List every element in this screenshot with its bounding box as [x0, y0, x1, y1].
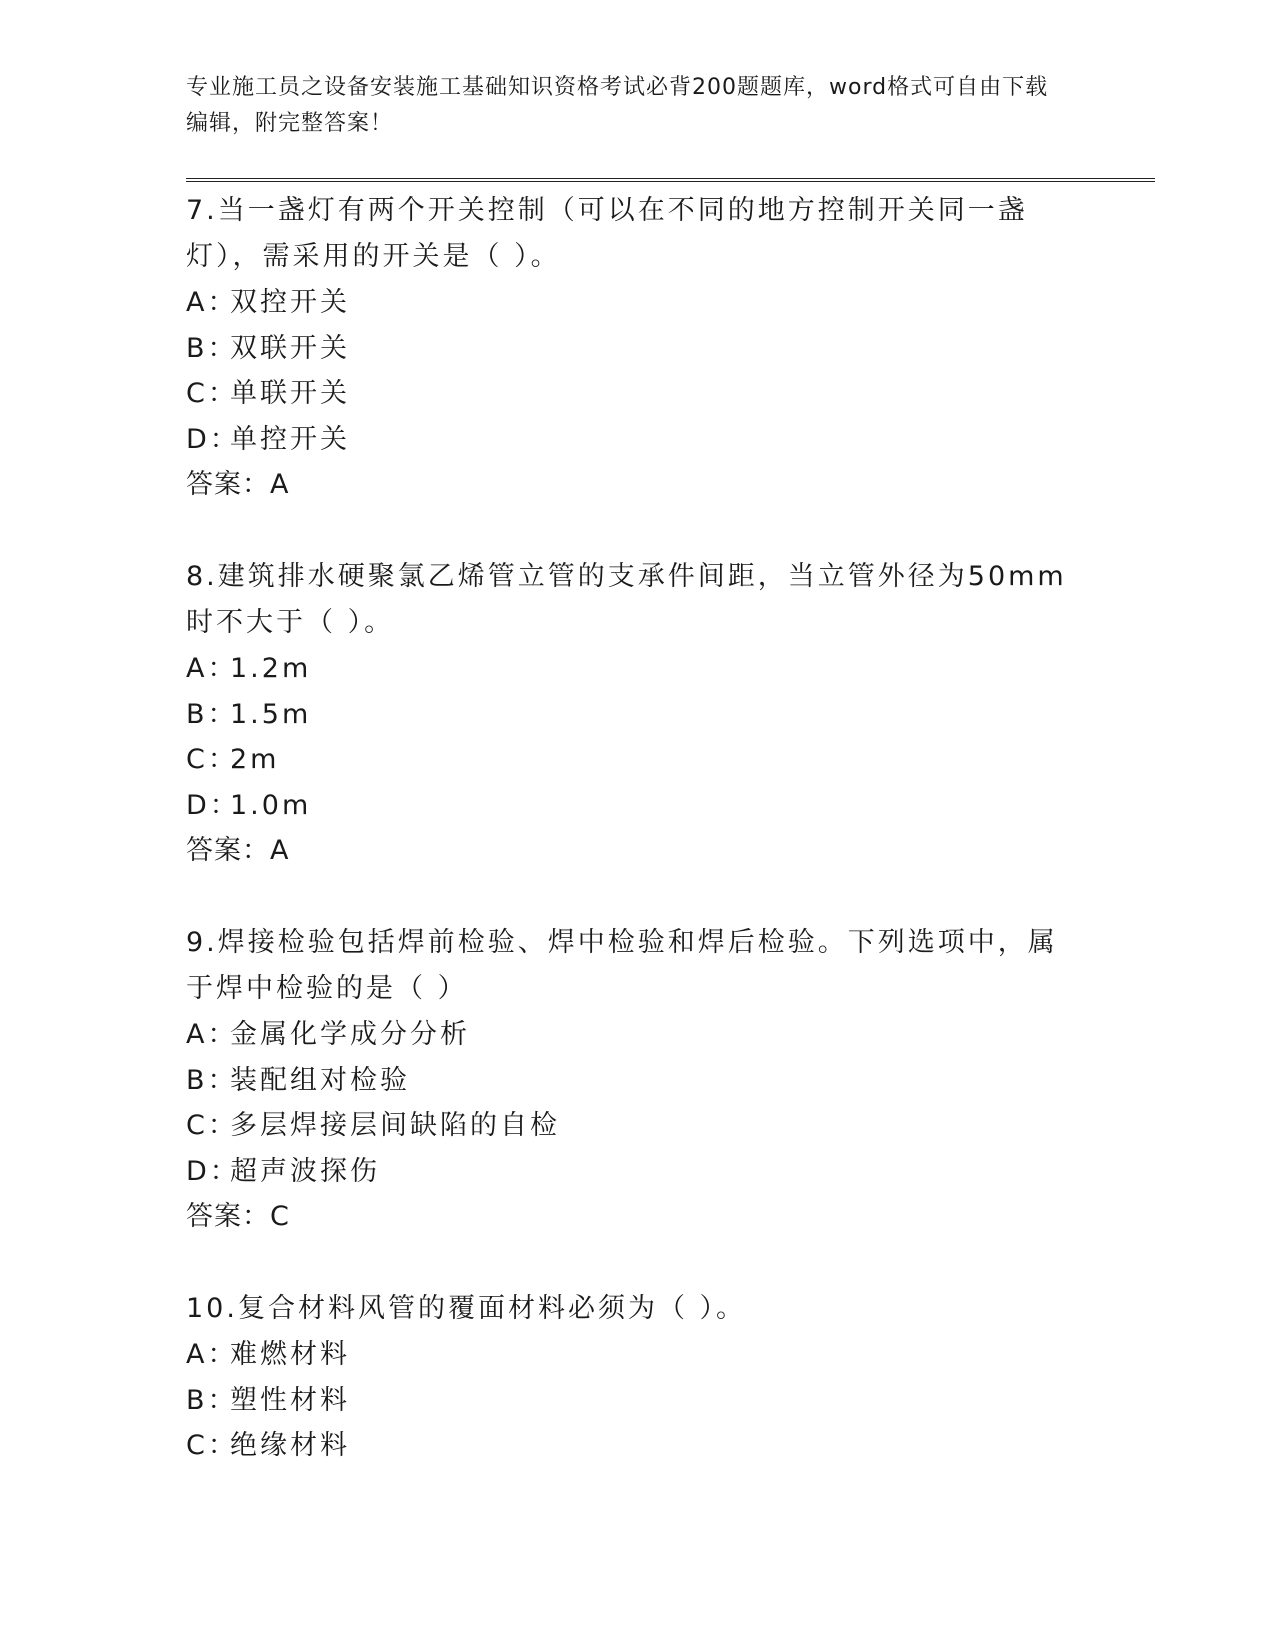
option-text: 1.2m: [230, 653, 312, 684]
option-text: 绝缘材料: [230, 1430, 350, 1461]
answer-line: 答案：A: [186, 835, 290, 866]
option-d: [186, 417, 1086, 463]
question-stem: 7.当一盏灯有两个开关控制（可以在不同的地方控制开关同一盏灯），需采用的开关是（ ）。: [186, 195, 1028, 272]
option-text: 单联开关: [230, 378, 350, 409]
option-list: [186, 1012, 1086, 1194]
question-list: [186, 188, 1086, 1515]
option-a: [186, 1012, 1086, 1058]
option-letter: D：: [186, 1155, 240, 1187]
option-b: [186, 1378, 1086, 1424]
option-b: [186, 692, 1086, 738]
answer-line: 答案：C: [186, 1201, 290, 1232]
option-c: [186, 371, 1086, 417]
option-text: 超声波探伤: [230, 1155, 380, 1187]
option-d: [186, 1149, 1086, 1195]
question-stem: 9.焊接检验包括焊前检验、焊中检验和焊后检验。下列选项中，属于焊中检验的是（ ）: [186, 927, 1058, 1004]
option-letter: B：: [186, 698, 238, 730]
option-letter: B：: [186, 1064, 238, 1096]
option-text: 难燃材料: [230, 1339, 350, 1370]
option-letter: C：: [186, 378, 238, 409]
option-a: [186, 1332, 1086, 1378]
question-stem: 8.建筑排水硬聚氯乙烯管立管的支承件间距，当立管外径为50mm时不大于（ ）。: [186, 561, 1067, 638]
option-list: [186, 646, 1086, 828]
document-header: 专业施工员之设备安装施工基础知识资格考试必背200题题库，word格式可自由下载编辑，附完整答案！: [186, 75, 1049, 136]
option-c: [186, 1423, 1086, 1469]
option-letter: A：: [186, 653, 238, 684]
option-text: 1.0m: [230, 789, 312, 821]
option-text: 装配组对检验: [230, 1064, 410, 1096]
option-text: 2m: [230, 744, 280, 775]
option-text: 金属化学成分分析: [230, 1019, 470, 1050]
question-8: [186, 554, 1086, 874]
option-letter: C：: [186, 1110, 238, 1141]
option-text: 单控开关: [230, 423, 350, 455]
question-9: [186, 920, 1086, 1240]
option-list: [186, 280, 1086, 462]
option-text: 双联开关: [230, 332, 350, 364]
option-letter: A：: [186, 1339, 238, 1370]
header-divider: [186, 178, 1155, 182]
answer-line: 答案：A: [186, 469, 290, 500]
option-text: 塑性材料: [230, 1384, 350, 1416]
option-list: [186, 1332, 1086, 1469]
option-a: [186, 646, 1086, 692]
option-d: [186, 783, 1086, 829]
question-7: [186, 188, 1086, 508]
option-a: [186, 280, 1086, 326]
question-10: [186, 1286, 1086, 1469]
option-b: [186, 326, 1086, 372]
option-letter: B：: [186, 332, 238, 364]
option-text: 双控开关: [230, 287, 350, 318]
option-letter: D：: [186, 789, 240, 821]
option-letter: C：: [186, 744, 238, 775]
option-letter: A：: [186, 287, 238, 318]
option-letter: C：: [186, 1430, 238, 1461]
option-letter: A：: [186, 1019, 238, 1050]
option-c: [186, 1103, 1086, 1149]
option-letter: D：: [186, 423, 240, 455]
question-stem: 10.复合材料风管的覆面材料必须为（ ）。: [186, 1293, 747, 1324]
option-letter: B：: [186, 1384, 238, 1416]
option-b: [186, 1058, 1086, 1104]
option-c: [186, 737, 1086, 783]
option-text: 1.5m: [230, 698, 312, 730]
option-text: 多层焊接层间缺陷的自检: [230, 1110, 560, 1141]
